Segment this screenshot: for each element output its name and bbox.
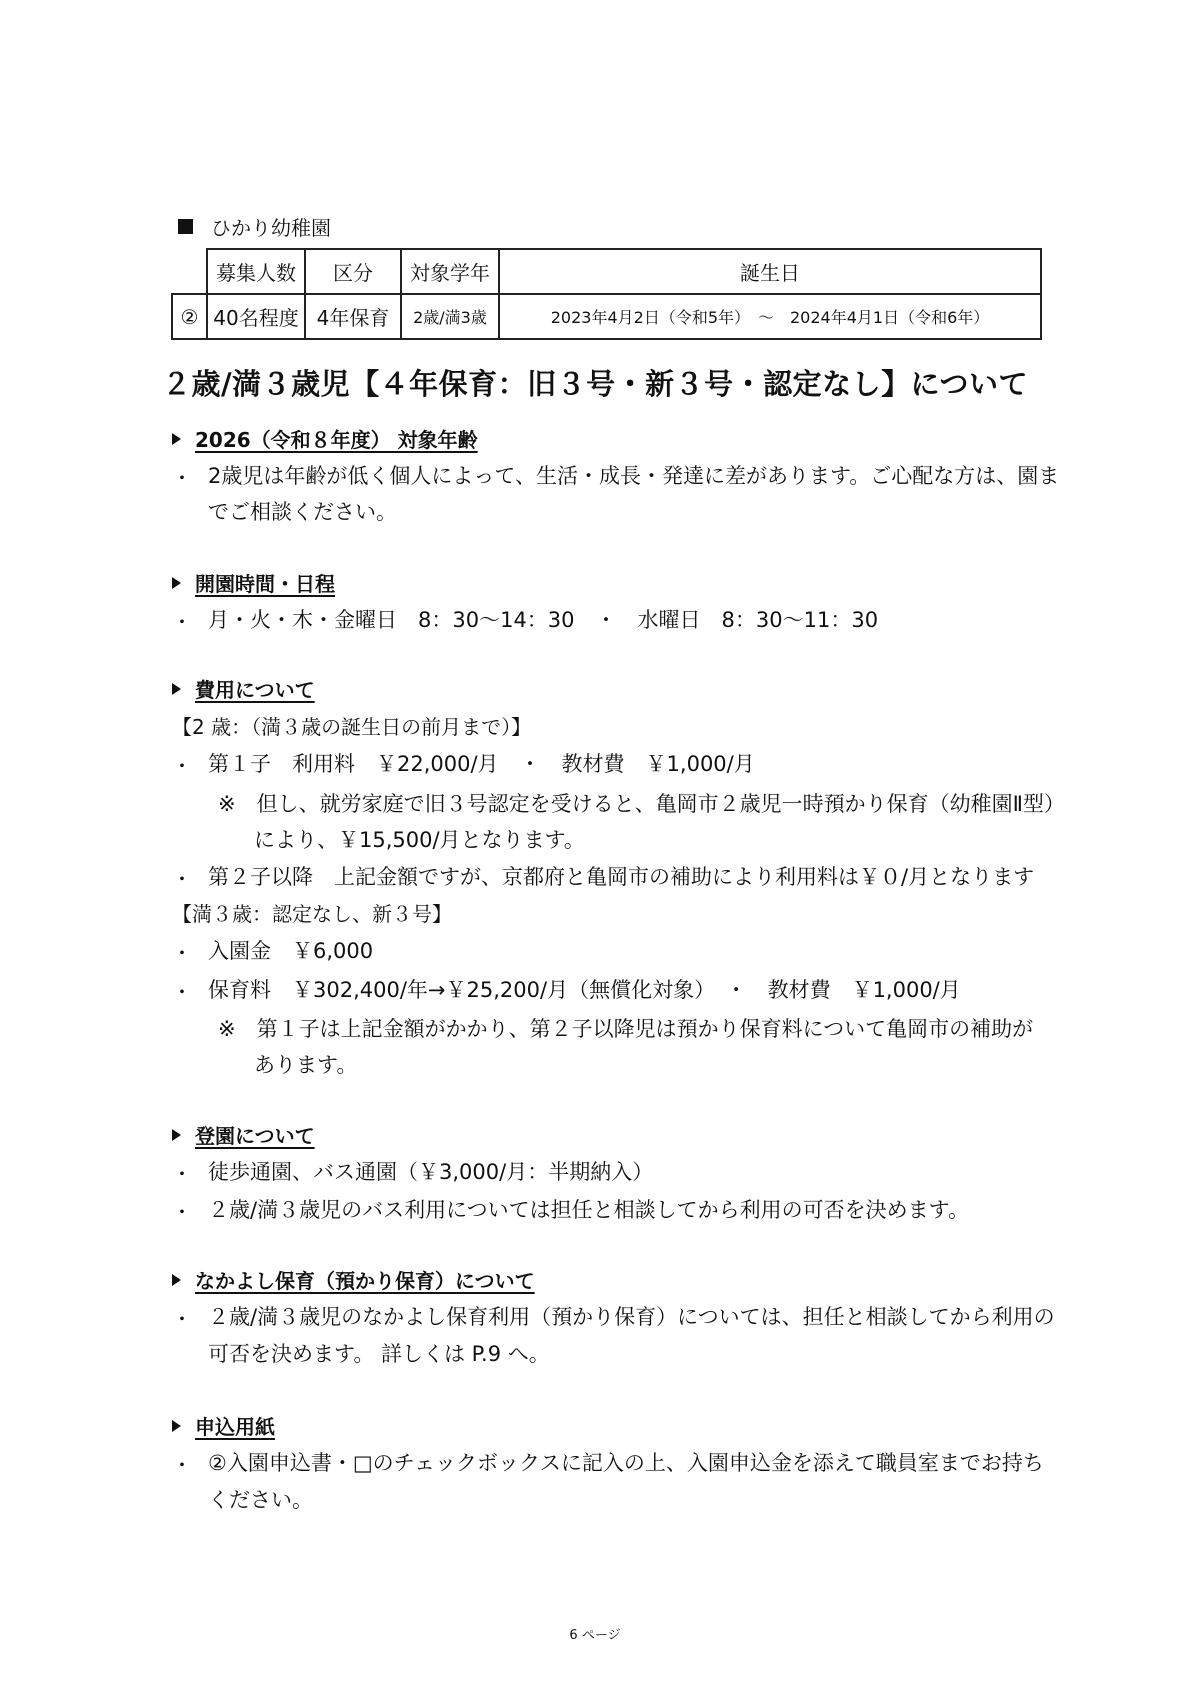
bullet-mark: ・ [172, 1162, 192, 1186]
triangle-bullet-icon [172, 1420, 181, 1432]
school-name: ひかり幼稚園 [211, 216, 331, 240]
cost-entrance-fee: 入園金 ￥6,000 [208, 939, 374, 963]
section-heading-nakayoshi [172, 1265, 535, 1294]
black-square-icon [178, 219, 193, 234]
bullet-mark: ・ [172, 867, 192, 891]
section-heading-label: 開園時間・日程 [195, 572, 335, 596]
triangle-bullet-icon [172, 577, 181, 589]
cell-birthdate: 2023年4月2日（令和5年） ～ 2024年4月1日（令和6年） [499, 294, 1041, 339]
section-heading-commute [172, 1120, 315, 1149]
section-heading-age [172, 424, 478, 453]
bullet-mark: ・ [172, 1307, 192, 1331]
section-heading-label: 登園について [195, 1124, 315, 1148]
cost-note-1a: ※ 但し、就労家庭で旧３号認定を受けると、亀岡市２歳児一時預かり保育（幼稚園Ⅱ型） [218, 792, 1065, 816]
row-number: ② [172, 294, 207, 339]
section-heading-label: 申込用紙 [195, 1415, 275, 1439]
hours-text: 月・火・木・金曜日 8：30～14：30 ・ 水曜日 8：30～11：30 [208, 608, 879, 632]
cost-note-2a: ※ 第１子は上記金額がかかり、第２子以降児は預かり保育料について亀岡市の補助が [218, 1017, 1034, 1041]
cost-note-1b: により、￥15,500/月となります。 [254, 828, 585, 852]
cell-grade: 2歳/満3歳 [401, 294, 499, 339]
header-category: 区分 [305, 249, 401, 294]
age-text-line-1: 2歳児は年齢が低く個人によって、生活・成長・発達に差があります。ご心配な方は、園ま [208, 464, 1060, 488]
commute-text-2: ２歳/満３歳児のバス利用については担任と相談してから利用の可否を決めます。 [208, 1198, 969, 1222]
application-text-1: ②入園申込書・□のチェックボックスに記入の上、入園申込金を添えて職員室までお持ち [208, 1451, 1044, 1475]
page-number: 6 ページ [569, 1628, 621, 1643]
cost-note-2b: あります。 [254, 1053, 358, 1077]
commute-text-1: 徒歩通園、バス通園（￥3,000/月：半期納入） [208, 1160, 654, 1184]
section-heading-label: なかよし保育（預かり保育）について [195, 1269, 535, 1293]
cell-category: 4年保育 [305, 294, 401, 339]
page-title: ２歳/満３歳児【４年保育：旧３号・新３号・認定なし】について [161, 367, 1028, 401]
triangle-bullet-icon [172, 433, 181, 445]
bullet-mark: ・ [172, 1200, 192, 1224]
section-heading-cost [172, 674, 315, 703]
triangle-bullet-icon [172, 683, 181, 695]
triangle-bullet-icon [172, 1129, 181, 1141]
triangle-bullet-icon [172, 1274, 181, 1286]
header-birthdate: 誕生日 [499, 249, 1041, 294]
section-heading-application [172, 1411, 275, 1440]
table-header-row [172, 249, 1041, 294]
nakayoshi-text-1: ２歳/満３歳児のなかよし保育利用（預かり保育）については、担任と相談してから利用の [208, 1305, 1055, 1329]
age-text-line-2: でご相談ください。 [208, 500, 397, 524]
cost-first-child: 第１子 利用料 ￥22,000/月 ・ 教材費 ￥1,000/月 [208, 752, 755, 776]
cost-childcare-fee: 保育料 ￥302,400/年→￥25,200/月（無償化対象） ・ 教材費 ￥1,000/月 [208, 978, 961, 1002]
bullet-mark: ・ [172, 754, 192, 778]
school-heading [178, 212, 331, 241]
header-grade: 対象学年 [401, 249, 499, 294]
recruitment-table [171, 248, 1042, 340]
cost-second-child: 第２子以降 上記金額ですが、京都府と亀岡市の補助により利用料は￥０/月となります [208, 865, 1035, 889]
bullet-mark: ・ [172, 610, 192, 634]
cell-count: 40名程度 [207, 294, 305, 339]
cost-subheading-2yo: 【2 歳：（満３歳の誕生日の前月まで）】 [172, 715, 532, 739]
bullet-mark: ・ [172, 980, 192, 1004]
table-row [172, 294, 1041, 339]
table-corner-cell [172, 249, 207, 294]
bullet-mark: ・ [172, 941, 192, 965]
section-heading-label: 費用について [195, 678, 315, 702]
section-heading-hours [172, 568, 335, 597]
application-text-2: ください。 [208, 1488, 313, 1512]
cost-subheading-3yo: 【満３歳：認定なし、新３号】 [172, 902, 452, 926]
section-heading-label: 2026（令和８年度） 対象年齢 [195, 428, 478, 452]
bullet-mark: ・ [172, 1453, 192, 1477]
nakayoshi-text-2: 可否を決めます。 詳しくは P.9 へ。 [208, 1342, 550, 1366]
header-count: 募集人数 [207, 249, 305, 294]
bullet-mark: ・ [172, 466, 192, 490]
